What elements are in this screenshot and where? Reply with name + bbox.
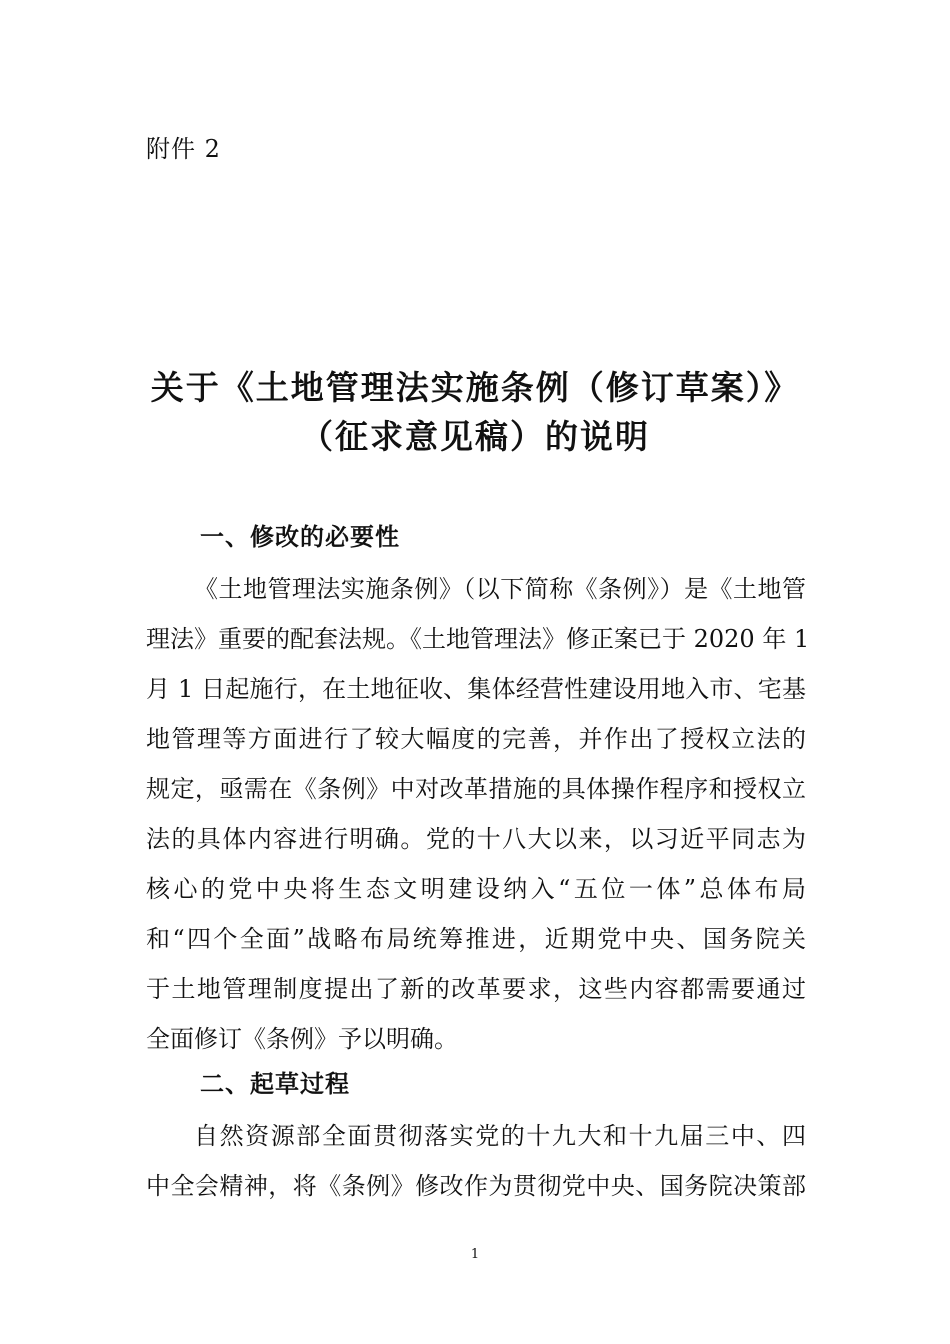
paragraph-line: 全面修订《条例》予以明确。	[146, 1025, 458, 1053]
paragraph-line: 于土地管理制度提出了新的改革要求，这些内容都需要通过	[146, 975, 806, 1003]
section-heading-drafting-process: 二、起草过程	[200, 1070, 350, 1098]
paragraph-line: 地管理等方面进行了较大幅度的完善，并作出了授权立法的	[146, 725, 806, 753]
document-title-line-2: （征求意见稿）的说明	[300, 417, 650, 456]
paragraph-line: 中全会精神，将《条例》修改作为贯彻党中央、国务院决策部	[146, 1172, 806, 1200]
paragraph-line: 法的具体内容进行明确。党的十八大以来，以习近平同志为	[146, 825, 806, 853]
paragraph-line: 自然资源部全面贯彻落实党的十九大和十九届三中、四	[194, 1122, 806, 1150]
paragraph-line: 《土地管理法实施条例》（以下简称《条例》）是《土地管	[194, 575, 806, 603]
paragraph-line: 月 1 日起施行，在土地征收、集体经营性建设用地入市、宅基	[146, 675, 806, 703]
paragraph-line: 规定，亟需在《条例》中对改革措施的具体操作程序和授权立	[146, 775, 806, 803]
document-title-line-1: 关于《土地管理法实施条例（修订草案）》	[150, 368, 800, 407]
attachment-label: 附件 2	[146, 135, 221, 163]
page-number: 1	[470, 1247, 480, 1262]
section-heading-necessity: 一、修改的必要性	[200, 523, 400, 551]
paragraph-line: 核心的党中央将生态文明建设纳入“五位一体”总体布局	[146, 875, 806, 903]
paragraph-line: 理法》重要的配套法规。《土地管理法》修正案已于 2020 年 1	[146, 625, 810, 653]
paragraph-line: 和“四个全面”战略布局统筹推进，近期党中央、国务院关	[146, 925, 806, 953]
